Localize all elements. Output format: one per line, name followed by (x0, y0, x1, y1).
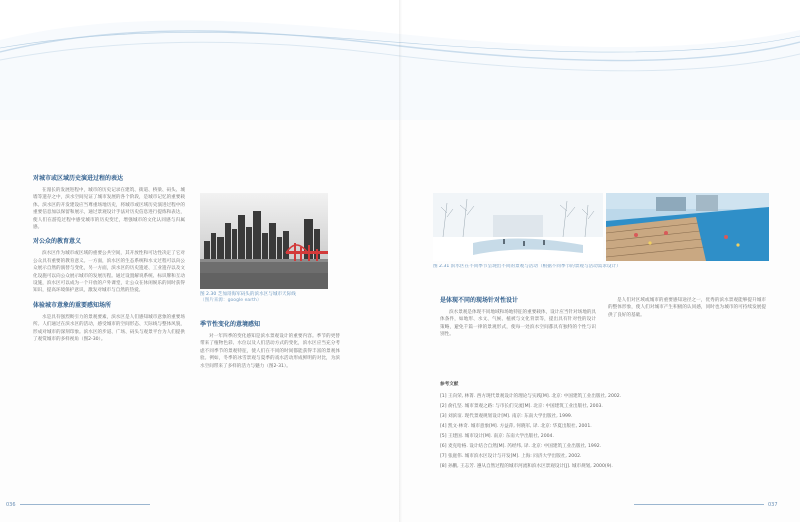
reference-item: [6] 麦克哈格. 设计结合自然[M]. 芮经纬, 译. 北京: 中国建筑工业出版社, 1992. (440, 444, 602, 449)
reference-item: [4] 凯文·林奇. 城市意象[M]. 方益萍, 何晓军, 译. 北京: 华夏出版社, 2001. (440, 424, 592, 429)
reference-item: [5] 王建国. 城市设计[M]. 南京: 东南大学出版社, 2004. (440, 434, 554, 439)
page-number-left-rule (20, 504, 150, 505)
page-number-left-value: 036 (6, 502, 16, 508)
figure-2-31-summer-photo (606, 193, 769, 261)
heading-site-specific: 是体现不同的现场针对性设计 (440, 297, 519, 304)
figure-2-30-caption (200, 292, 328, 305)
figure-2-30-caption-text: 图 2.30 芝加哥海军码头的滨水区与城市天际线 (200, 292, 296, 297)
mid-column (200, 314, 340, 373)
figure-2-30-skyline-photo (200, 193, 328, 289)
winter-image (433, 193, 603, 261)
reference-item: [2] 俞孔坚. 城市景观之路: 与市长们交流[M]. 北京: 中国建筑工业出版社, 2003. (440, 404, 603, 409)
paragraph-city-image: 水是具有强烈吸引力的景观要素，滨水区是人们感知城市意象的重要场所。人们通过在滨水区的活动，感受城市的空间形态、天际线与整体风貌，形成对城市的深刻印象。滨水区的步道、广场、码头与观景平台为人们提供了观赏城市的多样视角（图2-30）。 (33, 314, 185, 343)
page-number-right-rule (634, 504, 764, 505)
references-title: 参考文献 (440, 382, 459, 387)
references-list (440, 380, 725, 472)
heading-education: 对公众的教育意义 (33, 238, 82, 246)
heading-history: 对城市或区域历史演进过程的表达 (33, 175, 124, 182)
heading-seasonal: 季节性变化的意境感知 (200, 321, 261, 328)
paragraph-site-specific: 滨水景观是体现不同地域和场地特征的重要载体，设计应当针对场地的具体条件，如地形、水文、气候、植被与文化背景等，提出具有针对性的设计策略，避免千篇一律的景观形式，使每一处滨水空间都具有独特的个性与识别性。 (440, 310, 597, 338)
right-column-1 (440, 290, 596, 342)
heading-city-image: 体验城市意象的重要感知场所 (33, 301, 112, 309)
paragraph-seasonal: 对一年四季的变化感知是滨水景观设计的重要内容。季节的更替带来了植物色彩、水位以及人们活动方式的变化，滨水区应当充分考虑不同季节的景观特征，使人们在不同的时间都能获得丰富的景观体验。例如，冬季的冰雪景观与夏季的戏水活动形成鲜明的对比，为滨水空间带来了多样的活力与魅力（图2-31）。 (200, 334, 340, 369)
page-number-left (6, 502, 154, 508)
reference-item: [3] 刘滨谊. 现代景观规划设计[M]. 南京: 东南大学出版社, 1999. (440, 414, 573, 419)
left-column (33, 168, 185, 347)
figure-2-31-winter-photo (433, 193, 603, 261)
skyline-image (200, 193, 328, 289)
figure-2-31-caption: 图 2.31 滨水区在不同季节呈现出不同的景观与活动（根据不同季节的景观与活动需求设计） (433, 264, 621, 269)
figure-2-30-source: （图片来源：google earth） (200, 298, 262, 304)
reference-item: [1] 王向荣, 林箐. 西方现代景观设计的理论与实践[M]. 北京: 中国建筑工业出版社, 2002. (440, 394, 622, 399)
summer-image (606, 193, 769, 261)
paragraph-perception: 是人们对区域或城市的重要感知途径之一，优秀的滨水景观能够提升城市的整体形象，使人们对城市产生积极的认同感，同时也为城市的可持续发展提供了良好的基础。 (608, 298, 766, 318)
paragraph-history: 在漫长的发展进程中，城市的历史记录在建筑、街道、桥梁、码头、城墙等遗存之中，滨水空间见证了城市发展的各个阶段，是城市记忆的重要载体。滨水区的开发建设应当尊重场地历史，将城市或区域历史演进过程中的重要信息加以保留和展示，通过景观设计手法对历史信息进行提炼和表达，使人们在游览过程中感受城市的历史变迁，增强城市的文化认同感与归属感。 (33, 188, 185, 231)
reference-item: [8] 孙鹏, 王志芳. 遵从自然过程的城市河流和滨水区景观设计[J]. 城市规划, 2000(9). (440, 464, 613, 469)
page-number-right (630, 502, 778, 508)
right-column-2 (608, 297, 766, 322)
paragraph-education: 滨水区作为城市或区域的重要公共空间，其开放性和可达性决定了它对公众具有重要的教育意义。一方面，滨水区的生态系统和水文过程可以向公众展示自然的演替与变化，另一方面，滨水区的历史遗迹、工业遗存以及文化设施可以向公众展示城市的发展历程。通过设置解说系统、标识牌和互动设施，滨水区可以成为一个开放的户外课堂，让公众在休闲娱乐的同时获得知识，提高环境保护意识，激发对城市与自然的热爱。 (33, 251, 185, 294)
page-number-right-value: 037 (768, 502, 778, 508)
reference-item: [7] 张庭伟. 城市滨水区设计与开发[M]. 上海: 同济大学出版社, 2002. (440, 454, 582, 459)
book-gutter (399, 0, 402, 522)
